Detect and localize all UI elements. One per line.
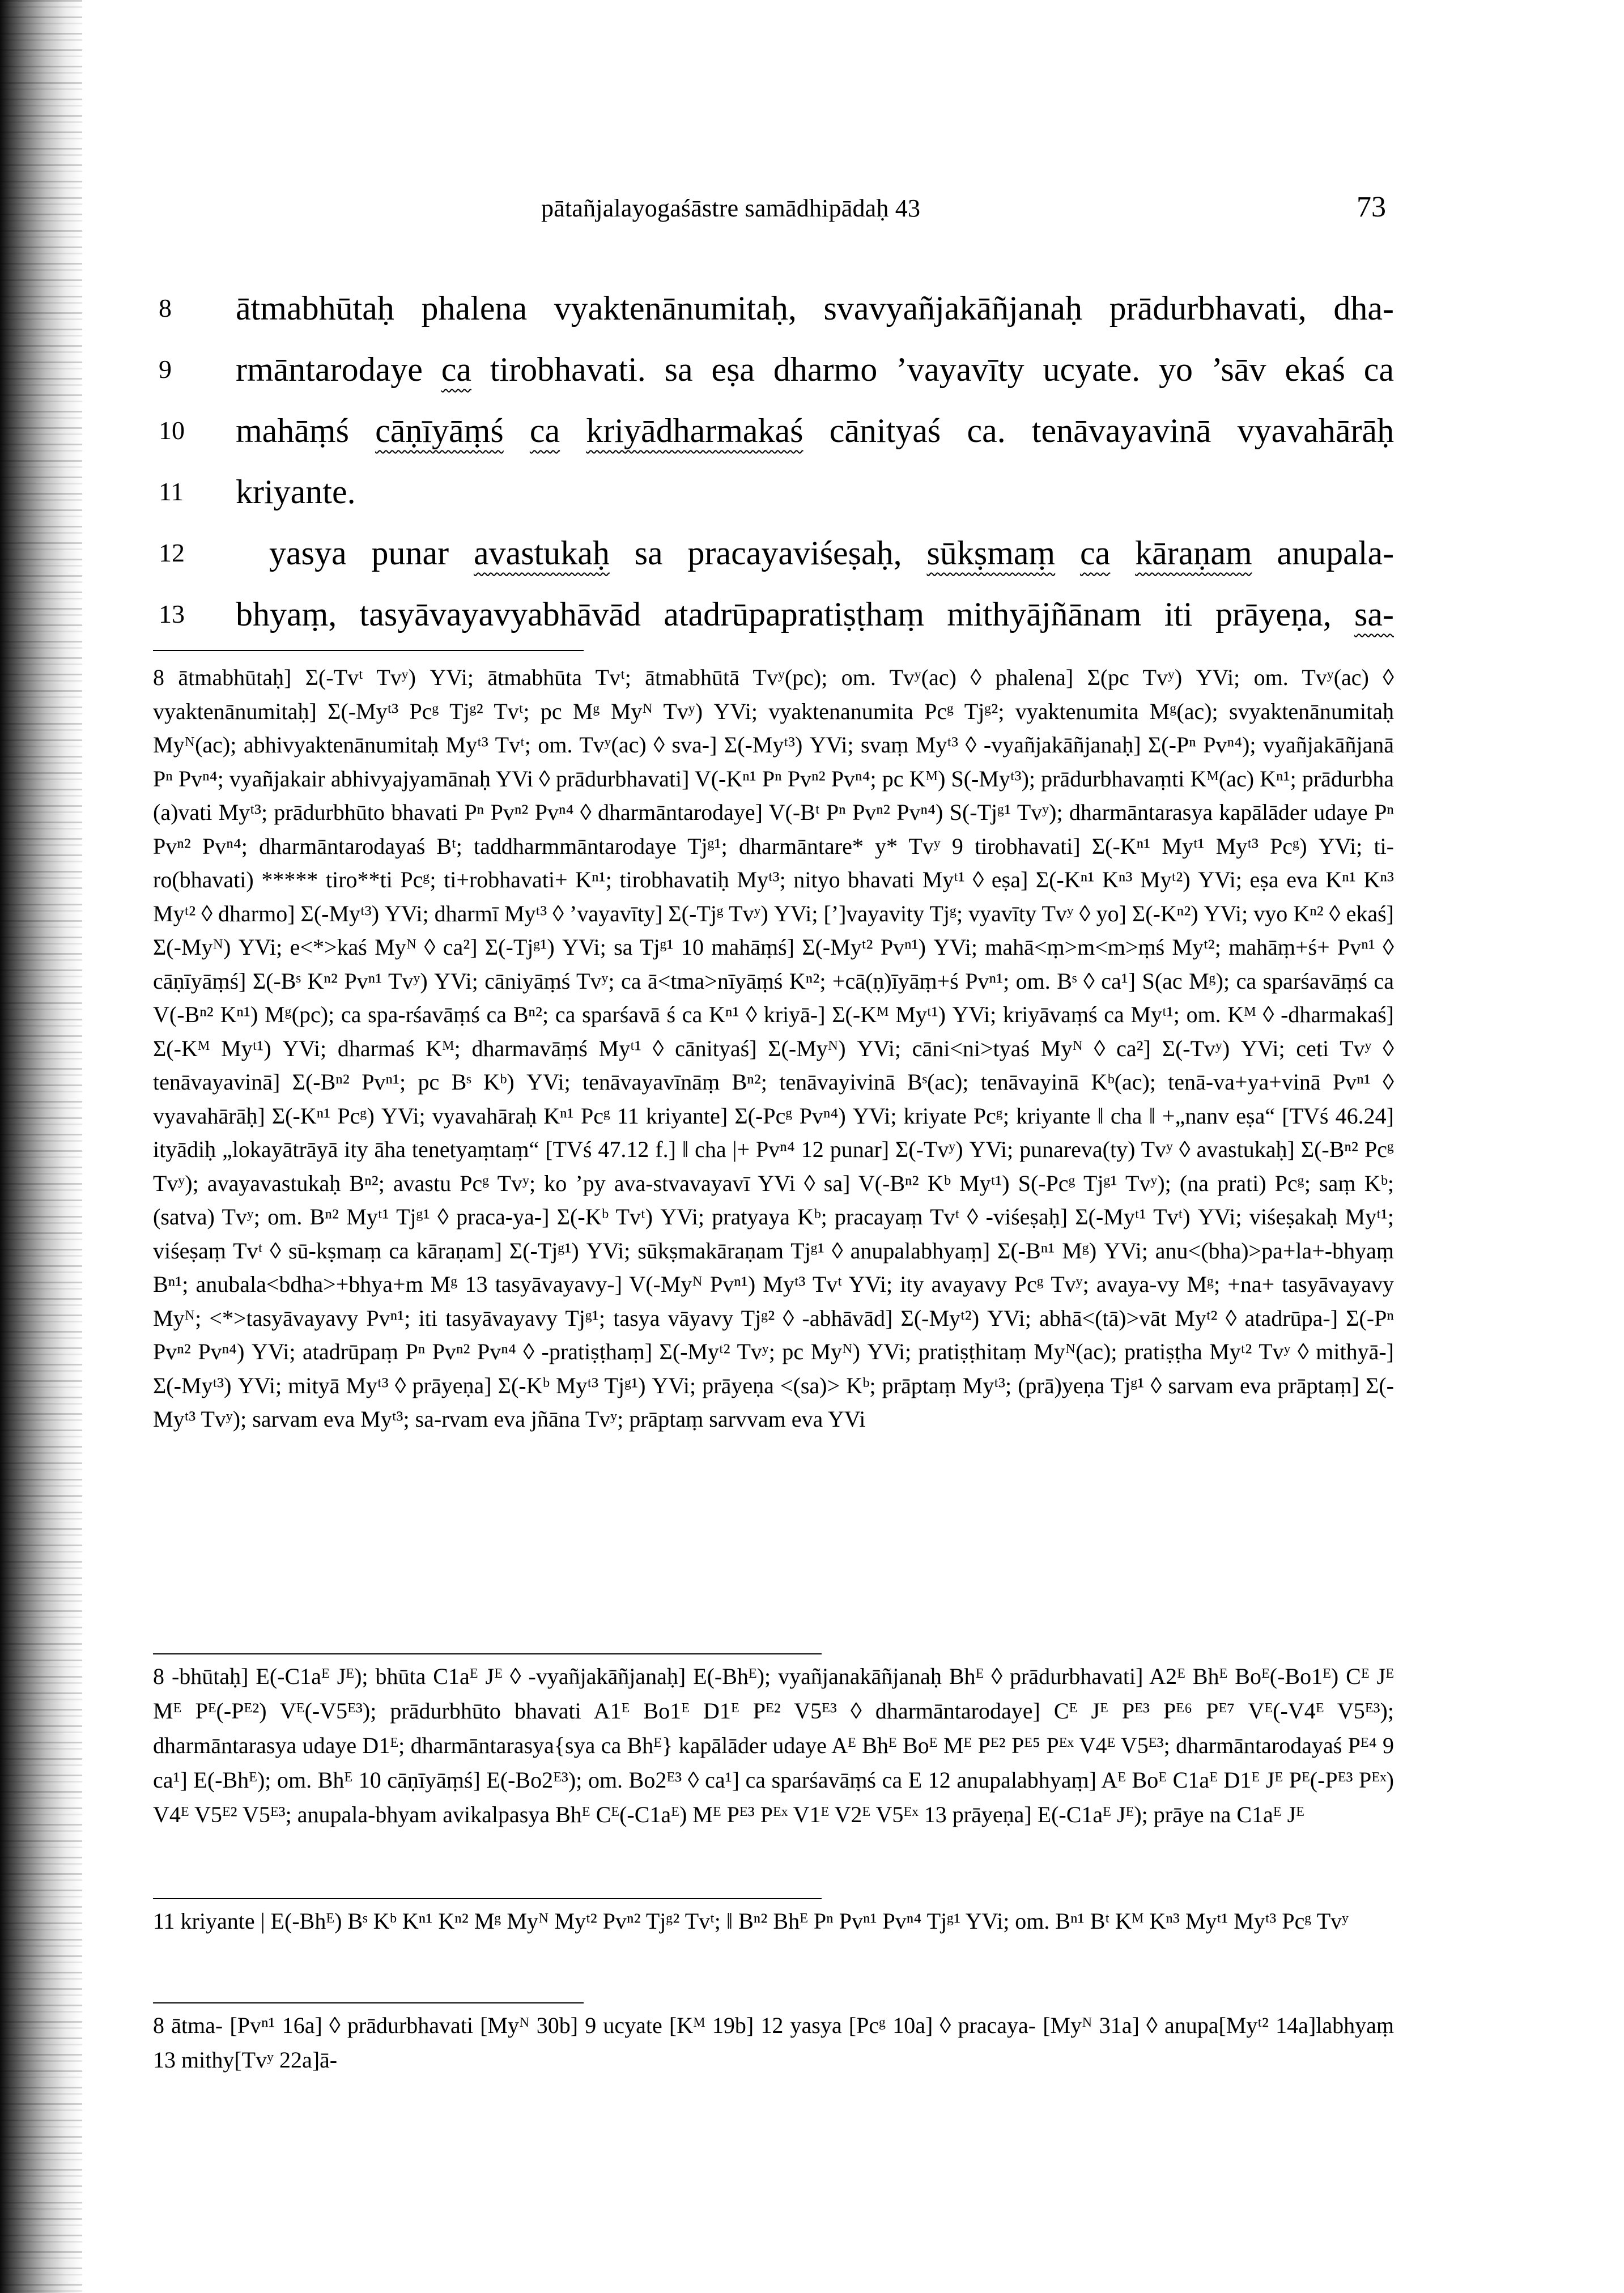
line-text: yasya punar avastukaḥ sa pracayaviśeṣaḥ, sūkṣmaṃ ca kāraṇam anupala- <box>269 534 1395 572</box>
line-number: 8 <box>159 293 172 322</box>
wavy-underlined-word: kriyādharmakaś <box>586 412 804 449</box>
text-line-13 <box>153 584 1394 645</box>
critical-apparatus-punctuation: 11 kriyante | E(-Bhᴱ) Bˢ Kᵇ Kⁿ¹ Kⁿ² Mᵍ Myᴺ Myᵗ² Pvⁿ² Tjᵍ² Tvᵗ; ‖ Bⁿ² Bhᴱ Pⁿ Pvⁿ¹ Pvⁿ⁴ Tjᵍ¹ YVi; om. Bⁿ¹ Bᵗ Kᴹ Kⁿ³ Myᵗ¹ Myᵗ³ Pcᵍ Tvʸ <box>153 1908 1349 1934</box>
line-text: kriyante. <box>236 473 356 510</box>
main-text <box>153 278 1394 645</box>
wavy-underlined-word: avastukaḥ <box>473 534 610 572</box>
wavy-underlined-word: cāṇīyāṃś <box>375 412 504 449</box>
critical-apparatus-editions: 8 -bhūtaḥ] E(-C1aᴱ Jᴱ); bhūta C1aᴱ Jᴱ ◊ -vyañjakāñjanaḥ] E(-Bhᴱ); vyañjanakāñjanaḥ Bhᴱ ◊ prādurbhavati] A2ᴱ Bhᴱ Boᴱ(-Bo1ᴱ) Cᴱ Jᴱ Mᴱ Pᴱ(-Pᴱ²) Vᴱ(-V5ᴱ³); prādurbhūto bhavati A1ᴱ Bo1ᴱ D1ᴱ Pᴱ² V5ᴱ³ ◊ dharmāntarodaye] Cᴱ Jᴱ Pᴱ³ Pᴱ⁶ Pᴱ⁷ Vᴱ(-V4ᴱ V5ᴱ³); dharmāntarasya udaye D1ᴱ; dharmāntarasya{sya ca Bhᴱ} kapālāder udaye Aᴱ Bhᴱ Boᴱ Mᴱ Pᴱ² Pᴱ⁵ Pᴱˣ V4ᴱ V5ᴱ³; dharmāntarodayaś Pᴱ⁴ 9 ca¹] E(-Bhᴱ); om. Bhᴱ 10 cāṇīyāṃś] E(-Bo2ᴱ³); om. Bo2ᴱ³ ◊ ca¹] ca sparśavāṃś ca E 12 anupalabhyaṃ] Aᴱ Boᴱ C1aᴱ D1ᴱ Jᴱ Pᴱ(-Pᴱ³ Pᴱˣ) V4ᴱ V5ᴱ² V5ᴱ³; anupala-bhyam avikalpasya Bhᴱ Cᴱ(-C1aᴱ) Mᴱ Pᴱ³ Pᴱˣ V1ᴱ V2ᴱ V5ᴱˣ 13 prāyeṇa] E(-C1aᴱ Jᴱ); prāye na C1aᴱ Jᴱ <box>153 1664 1394 1827</box>
apparatus-divider <box>153 1653 822 1654</box>
line-text: mahāṃś cāṇīyāṃś ca kriyādharmakaś cānityaś ca. tenāvayavinā vyavahārāḥ <box>236 412 1395 449</box>
running-header: pātañjalayogaśāstre samādhipādaḥ 43 <box>541 194 921 222</box>
line-number: 10 <box>159 416 185 445</box>
book-binding-edge <box>0 0 82 2293</box>
text-line-10 <box>153 400 1394 461</box>
text-line-11 <box>153 461 1394 522</box>
line-number: 9 <box>159 355 172 384</box>
line-text: bhyaṃ, tasyāvayavyabhāvād atadrūpapratiṣṭhaṃ mithyājñānam iti prāyeṇa, sa- <box>236 595 1394 633</box>
wavy-underlined-word: sūkṣmaṃ <box>926 534 1056 572</box>
line-number: 13 <box>159 599 185 628</box>
wavy-underlined-word: ca <box>441 351 471 388</box>
text-line-8 <box>153 278 1394 339</box>
line-number: 11 <box>159 477 184 506</box>
line-text: rmāntarodaye ca tirobhavati. sa eṣa dharmo ’vayavīty ucyate. yo ’sāv ekaś ca <box>236 351 1395 388</box>
apparatus-divider <box>153 650 584 651</box>
wavy-underlined-word: ca <box>1080 534 1111 572</box>
wavy-underlined-word: ca <box>529 412 560 449</box>
text-line-12 <box>153 522 1394 584</box>
critical-apparatus-witnesses: 8 ātmabhūtaḥ] Σ(-Tvᵗ Tvʸ) YVi; ātmabhūta Tvᵗ; ātmabhūtā Tvʸ(pc); om. Tvʸ(ac) ◊ phalena] Σ(pc Tvʸ) YVi; om. Tvʸ(ac) ◊ vyaktenānumitaḥ] Σ(-Myᵗ³ Pcᵍ Tjᵍ² Tvᵗ; pc Mᵍ Myᴺ Tvʸ) YVi; vyaktenanumita Pcᵍ Tjᵍ²; vyaktenumita Mᵍ(ac); svyaktenānumitaḥ Myᴺ(ac); abhivyaktenānumitaḥ Myᵗ³ Tvᵗ; om. Tvʸ(ac) ◊ sva-] Σ(-Myᵗ³) YVi; svaṃ Myᵗ³ ◊ -vyañjakāñjanaḥ] Σ(-Pⁿ Pvⁿ⁴); vyañjakāñjanā Pⁿ Pvⁿ⁴; vyañjakair abhivyajyamānaḥ YVi ◊ prādurbhavati] V(-Kⁿ¹ Pⁿ Pvⁿ² Pvⁿ⁴; pc Kᴹ) S(-Myᵗ³); prādurbhavaṃti Kᴹ(ac) Kⁿ¹; prādurbha (a)vati Myᵗ³; prādurbhūto bhavati Pⁿ Pvⁿ² Pvⁿ⁴ ◊ dharmāntarodaye] V(-Bᵗ Pⁿ Pvⁿ² Pvⁿ⁴) S(-Tjᵍ¹ Tvʸ); dharmāntarasya kapālāder udaye Pⁿ Pvⁿ² Pvⁿ⁴; dharmāntarodayaś Bᵗ; taddharmmāntarodaye Tjᵍ¹; dharmāntare* y* Tvʸ 9 tirobhavati] Σ(-Kⁿ¹ Myᵗ¹ Myᵗ³ Pcᵍ) YVi; ti-ro(bhavati) ***** tiro**ti Pcᵍ; ti+robhavati+ Kⁿ¹; tirobhavatiḥ Myᵗ³; nityo bhavati Myᵗ¹ ◊ eṣa] Σ(-Kⁿ¹ Kⁿ³ Myᵗ²) YVi; eṣa eva Kⁿ¹ Kⁿ³ Myᵗ² ◊ dharmo] Σ(-Myᵗ³) YVi; dharmī Myᵗ³ ◊ ’vayavīty] Σ(-Tjᵍ Tvʸ) YVi; [’]vayavity Tjᵍ; vyavīty Tvʸ ◊ yo] Σ(-Kⁿ²) YVi; vyo Kⁿ² ◊ ekaś] Σ(-Myᴺ) YVi; e<*>kaś Myᴺ ◊ ca²] Σ(-Tjᵍ¹) YVi; sa Tjᵍ¹ 10 mahāṃś] Σ(-Myᵗ² Pvⁿ¹) YVi; mahā<ṃ>m<m>ṃś Myᵗ²; mahāṃ+ś+ Pvⁿ¹ ◊ cāṇīyāṃś] Σ(-Bˢ Kⁿ² Pvⁿ¹ Tvʸ) YVi; cāniyāṃś Tvʸ; ca ā<tma>nīyāṃś Kⁿ²; +cā(ṇ)īyāṃ+ś Pvⁿ¹; om. Bˢ ◊ ca¹] S(ac Mᵍ); ca sparśavāṃś ca V(-Bⁿ² Kⁿ¹) Mᵍ(pc); ca spa-rśavāṃś ca Bⁿ²; ca sparśavā ś ca Kⁿ¹ ◊ kriyā-] Σ(-Kᴹ Myᵗ¹) YVi; kriyāvaṃś ca Myᵗ¹; om. Kᴹ ◊ -dharmakaś] Σ(-Kᴹ Myᵗ¹) YVi; dharmaś Kᴹ; dharmavāṃś Myᵗ¹ ◊ cānityaś] Σ(-Myᴺ) YVi; cāni<ni>tyaś Myᴺ ◊ ca²] Σ(-Tvʸ) YVi; ceti Tvʸ ◊ tenāvayavinā] Σ(-Bⁿ² Pvⁿ¹; pc Bˢ Kᵇ) YVi; tenāvayavīnāṃ Bⁿ²; tenāvayivinā Bˢ(ac); tenāvayinā Kᵇ(ac); tenā-va+ya+vinā Pvⁿ¹ ◊ vyavahārāḥ] Σ(-Kⁿ¹ Pcᵍ) YVi; vyavahāraḥ Kⁿ¹ Pcᵍ 11 kriyante] Σ(-Pcᵍ Pvⁿ⁴) YVi; kriyate Pcᵍ; kriyante ‖ cha ‖ +„nanv eṣa“ [TVś 46.24] ityādiḥ „lokayātrāyā ity āha tenetyaṃtaṃ“ [TVś 47.12 f.] ‖ cha |+ Pvⁿ⁴ 12 punar] Σ(-Tvʸ) YVi; punareva(ty) Tvʸ ◊ avastukaḥ] Σ(-Bⁿ² Pcᵍ Tvʸ); avayavastukaḥ Bⁿ²; avastu Pcᵍ Tvʸ; ko ’py ava-stvavayavī YVi ◊ sa] V(-Bⁿ² Kᵇ Myᵗ¹) S(-Pcᵍ Tjᵍ¹ Tvʸ); (na prati) Pcᵍ; saṃ Kᵇ; (satva) Tvʸ; om. Bⁿ² Myᵗ¹ Tjᵍ¹ ◊ praca-ya-] Σ(-Kᵇ Tvᵗ) YVi; pratyaya Kᵇ; pracayaṃ Tvᵗ ◊ -viśeṣaḥ] Σ(-Myᵗ¹ Tvᵗ) YVi; viśeṣakaḥ Myᵗ¹; viśeṣaṃ Tvᵗ ◊ sū-kṣmaṃ ca kāraṇam] Σ(-Tjᵍ¹) YVi; sūkṣmakāraṇam Tjᵍ¹ ◊ anupalabhyaṃ] Σ(-Bⁿ¹ Mᵍ) YVi; anu<(bha)>pa+la+-bhyaṃ Bⁿ¹; anubala<bdha>+bhya+m Mᵍ 13 tasyāvayavy-] V(-Myᴺ Pvⁿ¹) Myᵗ³ Tvᵗ YVi; ity avayavy Pcᵍ Tvʸ; avaya-vy Mᵍ; +na+ tasyāvayavy Myᴺ; <*>tasyāvayavy Pvⁿ¹; iti tasyāvayavy Tjᵍ¹; tasya vāyavy Tjᵍ² ◊ -abhāvād] Σ(-Myᵗ²) YVi; abhā<(tā)>vāt Myᵗ² ◊ atadrūpa-] Σ(-Pⁿ Pvⁿ² Pvⁿ⁴) YVi; atadrūpaṃ Pⁿ Pvⁿ² Pvⁿ⁴ ◊ -pratiṣṭhaṃ] Σ(-Myᵗ² Tvʸ; pc Myᴺ) YVi; pratiṣṭhitaṃ Myᴺ(ac); pratiṣṭha Myᵗ² Tvʸ ◊ mithyā-] Σ(-Myᵗ³) YVi; mityā Myᵗ³ ◊ prāyeṇa] Σ(-Kᵇ Myᵗ³ Tjᵍ¹) YVi; prāyeṇa <(sa)> Kᵇ; prāptaṃ Myᵗ³; (prā)yeṇa Tjᵍ¹ ◊ sarvam eva prāptaṃ] Σ(-Myᵗ³ Tvʸ); sarvam eva Myᵗ³; sa-rvam eva jñāna Tvʸ; prāptaṃ sarvvam eva YVi <box>153 665 1394 1432</box>
folio-apparatus: 8 ātma- [Pvⁿ¹ 16a] ◊ prādurbhavati [Myᴺ 30b] 9 ucyate [Kᴹ 19b] 12 yasya [Pcᵍ 10a] ◊ pracaya- [Myᴺ 31a] ◊ anupa[Myᵗ² 14a]labhyaṃ 13 mithy[Tvʸ 22a]ā- <box>153 2013 1394 2073</box>
wavy-underlined-word: sa- <box>1354 595 1394 633</box>
apparatus-divider <box>153 1898 822 1899</box>
text-line-9 <box>153 339 1394 400</box>
line-number: 12 <box>159 538 185 567</box>
apparatus-divider <box>153 2002 584 2003</box>
line-text: ātmabhūtaḥ phalena vyaktenānumitaḥ, svavyañjakāñjanaḥ prādurbhavati, dha- <box>236 290 1394 327</box>
page-number: 73 <box>1357 191 1386 223</box>
wavy-underlined-word: kāraṇam <box>1135 534 1252 572</box>
